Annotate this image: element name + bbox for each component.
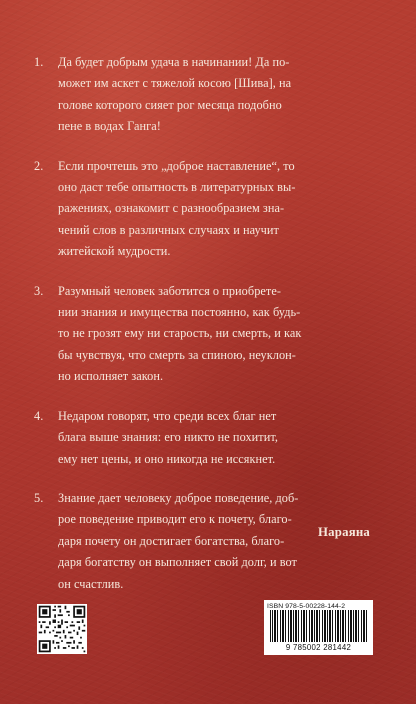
verse-4: [34, 406, 366, 470]
verse-2: [34, 156, 366, 263]
verse-number-4: 4.: [34, 408, 44, 423]
verse-number-3: 3.: [34, 283, 44, 298]
verse-1: [34, 52, 366, 138]
verse-5: [34, 488, 366, 595]
qr-code-graphic: [37, 604, 87, 654]
verse-text-5: Знание дает человеку доброе поведение, доб- рое поведение приводит его к почету, благо- даря почету он достигает богатства, благо- даря богатству он выполняет свой долг, и вот он счастлив.: [58, 490, 299, 591]
qr-code-icon: [37, 604, 87, 654]
verse-text-3: Разумный человек заботится о приобрете- нии знания и имущества постоянно, как будь- то не грозят ему ни старость, ни смерть, и как бы чувствуя, что смерть за спиною, неуклон- но исполняет закон.: [58, 283, 302, 384]
back-cover-text: [34, 52, 366, 613]
verse-number-1: 1.: [34, 55, 44, 69]
verse-number-2: 2.: [34, 158, 44, 173]
verse-text-1: Да будет добрым удача в начинании! Да по- может им аскет с тяжелой косою [Шива], на голове которого сияет рог месяца подобно пене в водах Ганга!: [58, 55, 292, 134]
verse-3: [34, 281, 366, 388]
barcode-bars: [270, 610, 367, 642]
verse-text-4: Недаром говорят, что среди всех благ нет блага выше знания: его никто не похитит, ему нет цены, и оно никогда не иссякнет.: [58, 408, 278, 466]
author-name: Нараяна: [318, 525, 370, 539]
isbn-text: ISBN 978-5-00228-144-2: [267, 603, 346, 610]
verse-text-2: Если прочтешь это „доброе наставление“, то оно даст тебе опытность в литературных вы- ражениях, ознакомит с разнообразием зна- чений слов в различных случаях и научит житейской мудрости.: [58, 158, 296, 259]
barcode-number: 9 785002 281442: [285, 643, 352, 652]
barcode-icon: [264, 600, 373, 655]
verse-number-5: 5.: [34, 490, 44, 505]
